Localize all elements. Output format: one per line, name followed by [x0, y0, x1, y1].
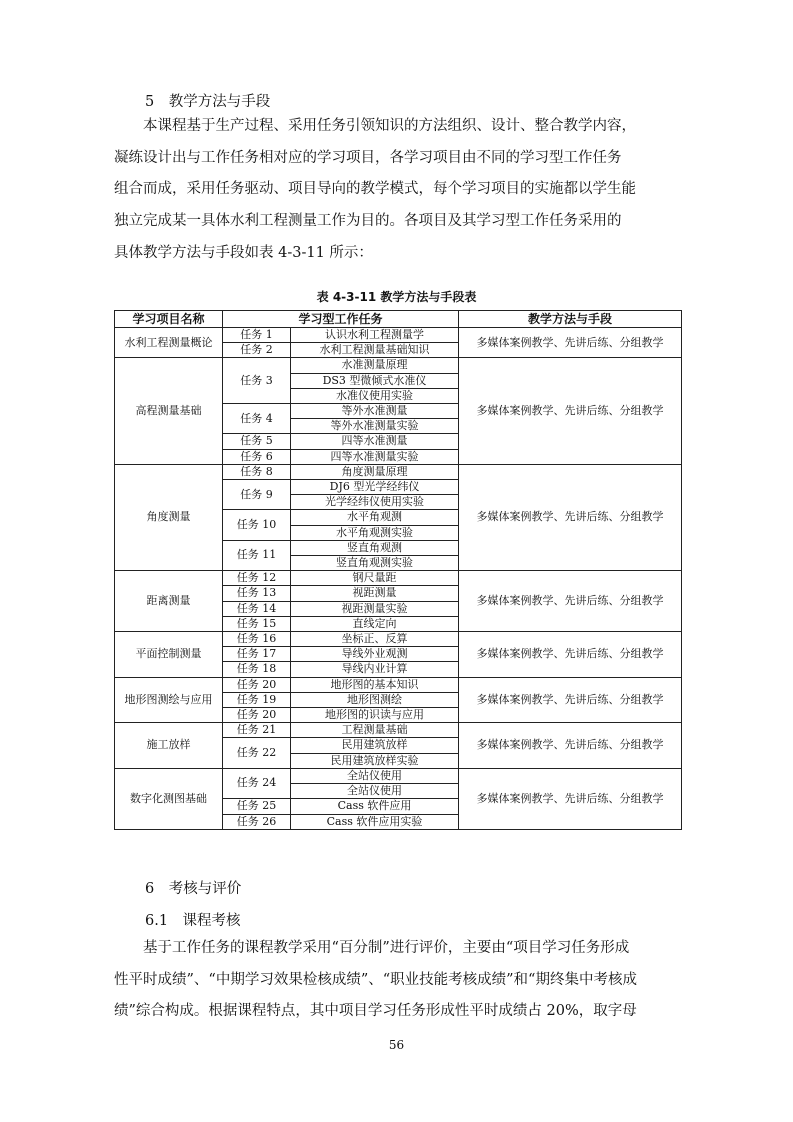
task-item-cell: 全站仪使用 [291, 784, 459, 799]
section-6-paragraph [114, 933, 680, 1028]
project-name-cell: 平面控制测量 [115, 632, 223, 678]
task-id-cell: 任务 20 [223, 677, 291, 692]
task-id-cell: 任务 16 [223, 632, 291, 647]
task-id-cell: 任务 8 [223, 464, 291, 479]
table-header-row [115, 311, 682, 328]
page-number: 56 [388, 1038, 405, 1052]
task-id-cell: 任务 12 [223, 571, 291, 586]
task-item-cell: 水准测量原理 [291, 358, 459, 373]
paragraph-line: 独立完成某一具体水利工程测量工作为目的。各项目及其学习型工作任务采用的 [114, 213, 622, 230]
table-row [115, 677, 682, 692]
task-item-cell: Cass 软件应用实验 [291, 814, 459, 829]
task-item-cell: 竖直角观测实验 [291, 556, 459, 571]
task-id-cell: 任务 9 [223, 480, 291, 510]
task-item-cell: 等外水准测量实验 [291, 419, 459, 434]
task-item-cell: 水准仪使用实验 [291, 388, 459, 403]
task-id-cell: 任务 26 [223, 814, 291, 829]
task-id-cell: 任务 5 [223, 434, 291, 449]
method-cell: 多媒体案例教学、先讲后练、分组教学 [459, 464, 682, 570]
paragraph-line: 基于工作任务的课程教学采用“百分制”进行评价，主要由“项目学习任务形成 [143, 940, 630, 956]
task-item-cell: 水平角观测 [291, 510, 459, 525]
method-cell: 多媒体案例教学、先讲后练、分组教学 [459, 723, 682, 769]
teaching-methods-table [114, 310, 682, 830]
task-id-cell: 任务 25 [223, 799, 291, 814]
header-project-name: 学习项目名称 [115, 311, 223, 328]
section-5-heading: 5 教学方法与手段 [145, 94, 271, 110]
method-cell: 多媒体案例教学、先讲后练、分组教学 [459, 358, 682, 464]
task-item-cell: 四等水准测量 [291, 434, 459, 449]
paragraph-line: 组合而成，采用任务驱动、项目导向的教学模式，每个学习项目的实施都以学生能 [114, 181, 636, 198]
task-id-cell: 任务 21 [223, 723, 291, 738]
task-item-cell: 工程测量基础 [291, 723, 459, 738]
method-cell: 多媒体案例教学、先讲后练、分组教学 [459, 677, 682, 723]
paragraph-line: 本课程基于生产过程、采用任务引领知识的方法组织、设计、整合教学内容， [143, 118, 636, 134]
task-item-cell: 民用建筑放样 [291, 738, 459, 753]
task-item-cell: 四等水准测量实验 [291, 449, 459, 464]
table-row [115, 464, 682, 479]
task-item-cell: 坐标正、反算 [291, 632, 459, 647]
task-id-cell: 任务 24 [223, 768, 291, 798]
task-id-cell: 任务 15 [223, 616, 291, 631]
task-id-cell: 任务 22 [223, 738, 291, 768]
task-item-cell: 视距测量实验 [291, 601, 459, 616]
task-id-cell: 任务 3 [223, 358, 291, 404]
task-id-cell: 任务 11 [223, 540, 291, 570]
method-cell: 多媒体案例教学、先讲后练、分组教学 [459, 328, 682, 358]
task-item-cell: 视距测量 [291, 586, 459, 601]
table-row [115, 571, 682, 586]
task-item-cell: 光学经纬仪使用实验 [291, 495, 459, 510]
task-item-cell: 竖直角观测 [291, 540, 459, 555]
table-row [115, 768, 682, 783]
task-id-cell: 任务 13 [223, 586, 291, 601]
task-item-cell: 民用建筑放样实验 [291, 753, 459, 768]
table-row [115, 632, 682, 647]
method-cell: 多媒体案例教学、先讲后练、分组教学 [459, 632, 682, 678]
paragraph-line: 具体教学方法与手段如表 4-3-11 所示： [114, 244, 373, 261]
task-id-cell: 任务 20 [223, 708, 291, 723]
method-cell: 多媒体案例教学、先讲后练、分组教学 [459, 768, 682, 829]
section-6-1-heading: 6.1 课程考核 [145, 913, 241, 929]
table-caption: 表 4-3-11 教学方法与手段表 [316, 290, 477, 304]
task-id-cell: 任务 19 [223, 692, 291, 707]
task-item-cell: 角度测量原理 [291, 464, 459, 479]
paragraph-line: 绩”综合构成。根据课程特点，其中项目学习任务形成性平时成绩占 20%，取字母 [114, 1003, 637, 1020]
task-id-cell: 任务 14 [223, 601, 291, 616]
project-name-cell: 水利工程测量概论 [115, 328, 223, 358]
project-name-cell: 距离测量 [115, 571, 223, 632]
header-method: 教学方法与手段 [459, 311, 682, 328]
task-item-cell: 水平角观测实验 [291, 525, 459, 540]
task-item-cell: 全站仪使用 [291, 768, 459, 783]
project-name-cell: 角度测量 [115, 464, 223, 570]
task-item-cell: 水利工程测量基础知识 [291, 343, 459, 358]
task-item-cell: 等外水准测量 [291, 404, 459, 419]
project-name-cell: 地形图测绘与应用 [115, 677, 223, 723]
task-item-cell: Cass 软件应用 [291, 799, 459, 814]
task-id-cell: 任务 2 [223, 343, 291, 358]
method-cell: 多媒体案例教学、先讲后练、分组教学 [459, 571, 682, 632]
task-item-cell: DS3 型微倾式水准仪 [291, 373, 459, 388]
task-item-cell: 地形图测绘 [291, 692, 459, 707]
task-id-cell: 任务 6 [223, 449, 291, 464]
task-item-cell: 地形图的基本知识 [291, 677, 459, 692]
paragraph-line: 凝练设计出与工作任务相对应的学习项目，各学习项目由不同的学习型工作任务 [114, 149, 622, 166]
task-id-cell: 任务 17 [223, 647, 291, 662]
table-row [115, 328, 682, 343]
task-id-cell: 任务 1 [223, 328, 291, 343]
paragraph-line: 性平时成绩”、“中期学习效果检核成绩”、“职业技能考核成绩”和“期终集中考核成 [114, 971, 637, 988]
project-name-cell: 数字化测图基础 [115, 768, 223, 829]
project-name-cell: 施工放样 [115, 723, 223, 769]
task-item-cell: 直线定向 [291, 616, 459, 631]
task-id-cell: 任务 18 [223, 662, 291, 677]
task-item-cell: 导线外业观测 [291, 647, 459, 662]
task-item-cell: 导线内业计算 [291, 662, 459, 677]
section-5-paragraph [114, 111, 680, 270]
task-item-cell: DJ6 型光学经纬仪 [291, 480, 459, 495]
project-name-cell: 高程测量基础 [115, 358, 223, 464]
table-row [115, 358, 682, 373]
task-id-cell: 任务 10 [223, 510, 291, 540]
task-item-cell: 认识水利工程测量学 [291, 328, 459, 343]
header-work-task: 学习型工作任务 [223, 311, 459, 328]
table-row [115, 723, 682, 738]
section-6-heading: 6 考核与评价 [145, 881, 242, 897]
task-item-cell: 地形图的识读与应用 [291, 708, 459, 723]
task-id-cell: 任务 4 [223, 404, 291, 434]
task-item-cell: 钢尺量距 [291, 571, 459, 586]
